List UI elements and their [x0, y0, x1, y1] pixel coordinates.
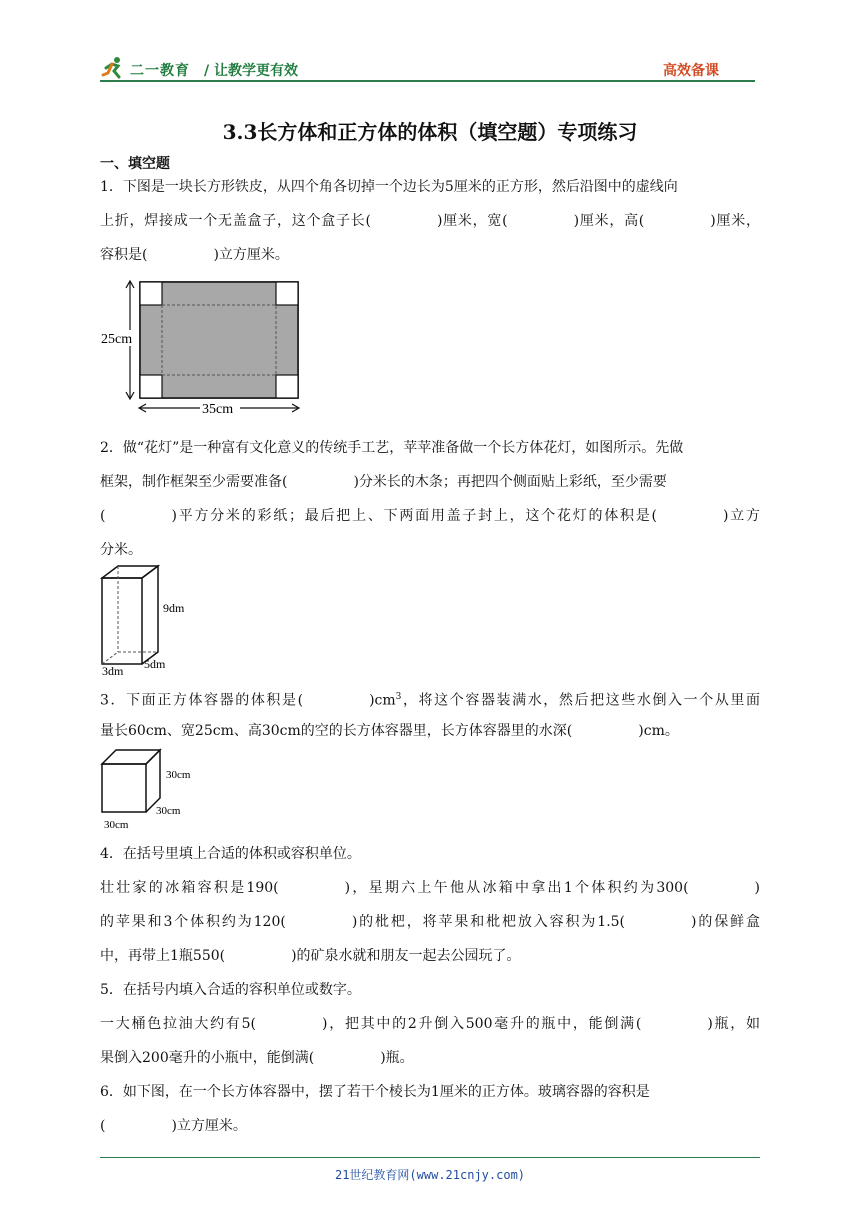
q1-line1: 1．下图是一块长方形铁皮，从四个角各切掉一个边长为5厘米的正方形，然后沿图中的虚线向	[100, 179, 678, 195]
q2-figure	[100, 562, 190, 678]
q3-line1: 3．下面正方体容器的体积是( )$cm^3$，将这个容器装满水，然后把这些水倒入一个从里面	[100, 692, 761, 709]
corner-square	[140, 282, 162, 305]
q4-line2: 壮壮家的冰箱容积是190( )，星期六上午他从冰箱中拿出1个体积约为300( )	[100, 880, 760, 896]
footer-divider	[100, 1157, 760, 1158]
runner-logo-icon	[100, 56, 126, 80]
fig-width-label: 35cm	[202, 402, 234, 417]
q1-line2: 上折，焊接成一个无盖盒子，这个盒子长( )厘米，宽( )厘米，高( )厘米，	[100, 213, 760, 229]
header-slogan: / 让教学更有效	[204, 63, 298, 79]
q6-line2: ( )立方厘米。	[100, 1118, 247, 1134]
fig-height-label: 25cm	[101, 332, 133, 347]
q3-line2: 量长60cm、宽25cm、高30cm的空的长方体容器里，长方体容器里的水深( )cm。	[100, 723, 679, 739]
q2-line1: 2．做“花灯”是一种富有文化意义的传统手工艺，苹苹准备做一个长方体花灯，如图所示。先做	[100, 440, 684, 456]
fig-d-label: 5dm	[144, 657, 166, 671]
q6-line1: 6．如下图，在一个长方体容器中，摆了若干个棱长为1厘米的正方体。玻璃容器的容积是	[100, 1084, 650, 1100]
footer-link[interactable]: 21世纪教育网(www.21cnjy.com)	[334, 1168, 526, 1182]
q4-line1: 4．在括号里填上合适的体积或容积单位。	[100, 846, 361, 862]
q1-figure	[100, 278, 310, 418]
fig-h-label: 9dm	[163, 601, 185, 615]
corner-square	[276, 282, 298, 305]
brand-name: 二一教育	[130, 63, 190, 79]
q1-line3: 容积是( )立方厘米。	[100, 247, 289, 263]
q5-line2: 一大桶色拉油大约有5( )，把其中的2升倒入500毫升的瓶中，能倒满( )瓶，如	[100, 1016, 761, 1032]
q5-line3: 果倒入200毫升的小瓶中，能倒满( )瓶。	[100, 1050, 414, 1066]
sheet-shaded-h	[140, 305, 298, 375]
corner-square	[276, 375, 298, 398]
header-right-tag: 高效备课	[663, 63, 719, 79]
header-divider	[100, 80, 755, 82]
section-heading: 一、填空题	[100, 156, 170, 172]
q3-figure	[100, 746, 210, 832]
q4-line3: 的苹果和3个体积约为120( )的枇杷，将苹果和枇杷放入容积为1.5( )的保鲜盒	[100, 914, 760, 930]
fig-w-label: 3dm	[102, 664, 124, 678]
page-title: 3.3长方体和正方体的体积（填空题）专项练习	[222, 120, 638, 144]
fig-h-label: 30cm	[166, 769, 191, 781]
q2-line2: 框架，制作框架至少需要准备( )分米长的木条；再把四个侧面贴上彩纸，至少需要	[100, 474, 667, 490]
page-header	[100, 56, 755, 82]
q5-line1: 5．在括号内填入合适的容积单位或数字。	[100, 982, 361, 998]
fig-w-label: 30cm	[104, 819, 129, 831]
fig-d-label: 30cm	[156, 805, 181, 817]
q2-line4: 分米。	[100, 542, 142, 558]
q2-line3: ( )平方分米的彩纸；最后把上、下两面用盖子封上，这个花灯的体积是( )立方	[100, 508, 760, 524]
q4-line4: 中，再带上1瓶550( )的矿泉水就和朋友一起去公园玩了。	[100, 948, 521, 964]
corner-square	[140, 375, 162, 398]
